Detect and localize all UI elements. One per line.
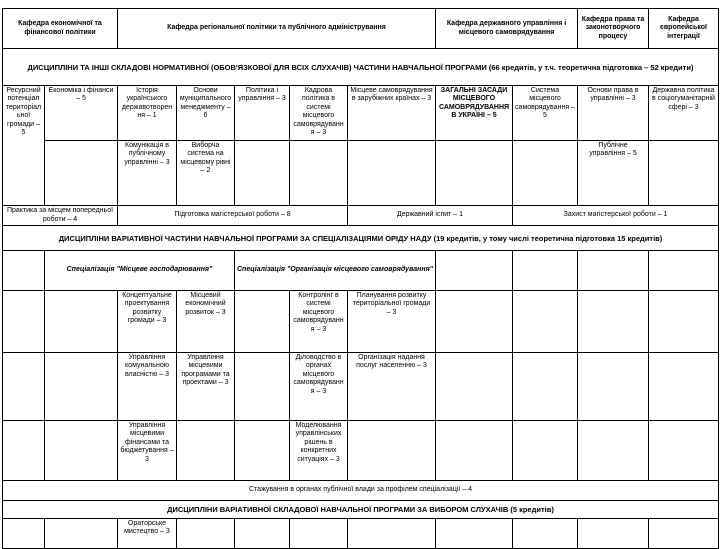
empty-cell — [45, 141, 118, 206]
discipline-local-econ-dev: Місцевий економічний розвиток – 3 — [177, 291, 235, 353]
dept-state-governance: Кафедра державного управління і місцевого самоврядування — [436, 9, 578, 49]
empty-cell — [235, 421, 290, 481]
empty-cell — [348, 421, 436, 481]
discipline-economics-finance: Економіка і фінанси – 5 — [45, 86, 118, 141]
table-row — [3, 421, 719, 481]
empty-cell — [45, 291, 118, 353]
curriculum-table — [2, 8, 719, 549]
specialization-section-title: ДИСЦИПЛІНИ ВАРІАТИВНОЇ ЧАСТИНИ НАВЧАЛЬНОЇ ПРОГРАМИ ЗА СПЕЦІАЛІЗАЦІЯМИ ОРІДУ НАДУ (19 кредитів, у тому числі теоретична підготовка 15 кредитів) — [3, 226, 719, 251]
empty-cell — [513, 291, 578, 353]
dept-regional-policy: Кафедра регіональної політики та публічного адміністрування — [118, 9, 436, 49]
empty-cell — [3, 421, 45, 481]
thesis-prep-cell: Підготовка магістерської роботи – 8 — [118, 206, 348, 226]
practice-cell: Практика за місцем попередньої роботи – 4 — [3, 206, 118, 226]
table-row — [3, 49, 719, 86]
empty-cell — [3, 353, 45, 421]
table-row — [3, 353, 719, 421]
discipline-humanitarian-policy: Державна політика в соціогуманітарній сфері – 3 — [649, 86, 719, 141]
empty-cell — [436, 519, 513, 549]
discipline-general-principles: ЗАГАЛЬНІ ЗАСАДИ МІСЦЕВОГО САМОВРЯДУВАННЯ В УКРАЇНІ – 5 — [436, 86, 513, 141]
table-row — [3, 501, 719, 519]
empty-cell — [436, 251, 513, 291]
empty-cell — [513, 141, 578, 206]
empty-cell — [649, 251, 719, 291]
empty-cell — [513, 519, 578, 549]
dept-economics-finance: Кафедра економічної та фінансової політики — [3, 9, 118, 49]
table-row — [3, 291, 719, 353]
empty-cell — [649, 291, 719, 353]
discipline-personnel-policy: Кадрова політика в системі місцевого самоврядування – 3 — [290, 86, 348, 141]
discipline-communal-property: Управління комунальною власністю – 3 — [118, 353, 177, 421]
empty-cell — [649, 353, 719, 421]
discipline-record-keeping: Діловодство в органах місцевого самоврядування – 3 — [290, 353, 348, 421]
internship-cell: Стажування в органах публічної влади за профілем спеціалізації – 4 — [3, 481, 719, 501]
discipline-local-finance: Управління місцевими фінансами та бюджетування – 3 — [118, 421, 177, 481]
empty-cell — [649, 141, 719, 206]
empty-cell — [578, 421, 649, 481]
table-row — [3, 519, 719, 549]
table-row — [3, 226, 719, 251]
discipline-politics-governance: Політика і управління – 3 — [235, 86, 290, 141]
discipline-conceptual-design: Концептуальне проектування розвитку громади – 3 — [118, 291, 177, 353]
empty-cell — [45, 519, 118, 549]
dept-euro-integration: Кафедра європейської інтеграції — [649, 9, 719, 49]
discipline-history-statehood: Історія українського державотворення – 1 — [118, 86, 177, 141]
table-row — [3, 86, 719, 141]
discipline-communication: Комунікація в публічному управлінні – 3 — [118, 141, 177, 206]
empty-cell — [235, 353, 290, 421]
empty-cell — [3, 251, 45, 291]
discipline-programs-projects: Управління місцевими програмами та проектами – 3 — [177, 353, 235, 421]
specialization-local-gov-organization: Спеціалізація "Організація місцевого самоврядування" — [235, 251, 436, 291]
discipline-controlling: Контролінг в системі місцевого самоврядування – 3 — [290, 291, 348, 353]
discipline-public-services: Організація надання послуг населенню – 3 — [348, 353, 436, 421]
empty-cell — [578, 251, 649, 291]
empty-cell — [436, 421, 513, 481]
discipline-local-gov-abroad: Місцеве самоврядування в зарубіжних країнах – 3 — [348, 86, 436, 141]
empty-cell — [3, 519, 45, 549]
empty-cell — [578, 519, 649, 549]
thesis-defense-cell: Захист магістерської роботи – 1 — [513, 206, 719, 226]
dept-law: Кафедра права та законотворчого процесу — [578, 9, 649, 49]
discipline-decision-modeling: Моделювання управлінських рішень в конкретних ситуаціях – 3 — [290, 421, 348, 481]
empty-cell — [290, 141, 348, 206]
empty-cell — [513, 353, 578, 421]
discipline-law-basics: Основи права в управлінні – 3 — [578, 86, 649, 141]
empty-cell — [177, 421, 235, 481]
department-header-row — [3, 9, 719, 49]
empty-cell — [235, 291, 290, 353]
empty-cell — [649, 421, 719, 481]
discipline-municipal-management: Основи муніципального менеджменту – 6 — [177, 86, 235, 141]
empty-cell — [348, 519, 436, 549]
discipline-electoral-system: Виборча система на місцевому рівні – 2 — [177, 141, 235, 206]
empty-cell — [3, 291, 45, 353]
empty-cell — [578, 353, 649, 421]
empty-cell — [513, 251, 578, 291]
empty-cell — [45, 353, 118, 421]
empty-cell — [436, 353, 513, 421]
empty-cell — [45, 421, 118, 481]
state-exam-cell: Державний іспит – 1 — [348, 206, 513, 226]
empty-cell — [436, 141, 513, 206]
specialization-local-economy: Спеціалізація "Місцеве господарювання" — [45, 251, 235, 291]
elective-section-title: ДИСЦИПЛІНИ ВАРІАТИВНОЇ СКЛАДОВОЇ НАВЧАЛЬНОЇ ПРОГРАМИ ЗА ВИБОРОМ СЛУХАЧІВ (5 кредитів) — [3, 501, 719, 519]
specialization-header-row — [3, 251, 719, 291]
discipline-community-planning: Планування розвитку територіальної громади – 3 — [348, 291, 436, 353]
normative-section-title: ДИСЦИПЛІНИ ТА ІНШІ СКЛАДОВІ НОРМАТИВНОЇ (ОБОВ'ЯЗКОВОЇ ДЛЯ ВСІХ СЛУХАЧІВ) ЧАСТИНИ НАВЧАЛЬНОЇ ПРОГРАМИ (66 кредитів, у т.ч. теоретична підготовка – 52 кредити) — [3, 49, 719, 86]
discipline-public-administration: Публічне управління – 5 — [578, 141, 649, 206]
empty-cell — [290, 519, 348, 549]
empty-cell — [578, 291, 649, 353]
discipline-oratory: Ораторське мистецтво – 3 — [118, 519, 177, 549]
empty-cell — [177, 519, 235, 549]
empty-cell — [436, 291, 513, 353]
table-row — [3, 141, 719, 206]
discipline-resource-potential: Ресурсний потенціал територіальної громади – 5 — [3, 86, 45, 206]
empty-cell — [649, 519, 719, 549]
discipline-local-gov-system: Система місцевого самоврядування – 5 — [513, 86, 578, 141]
internship-row — [3, 481, 719, 501]
empty-cell — [513, 421, 578, 481]
empty-cell — [235, 519, 290, 549]
empty-cell — [348, 141, 436, 206]
empty-cell — [235, 141, 290, 206]
final-components-row — [3, 206, 719, 226]
